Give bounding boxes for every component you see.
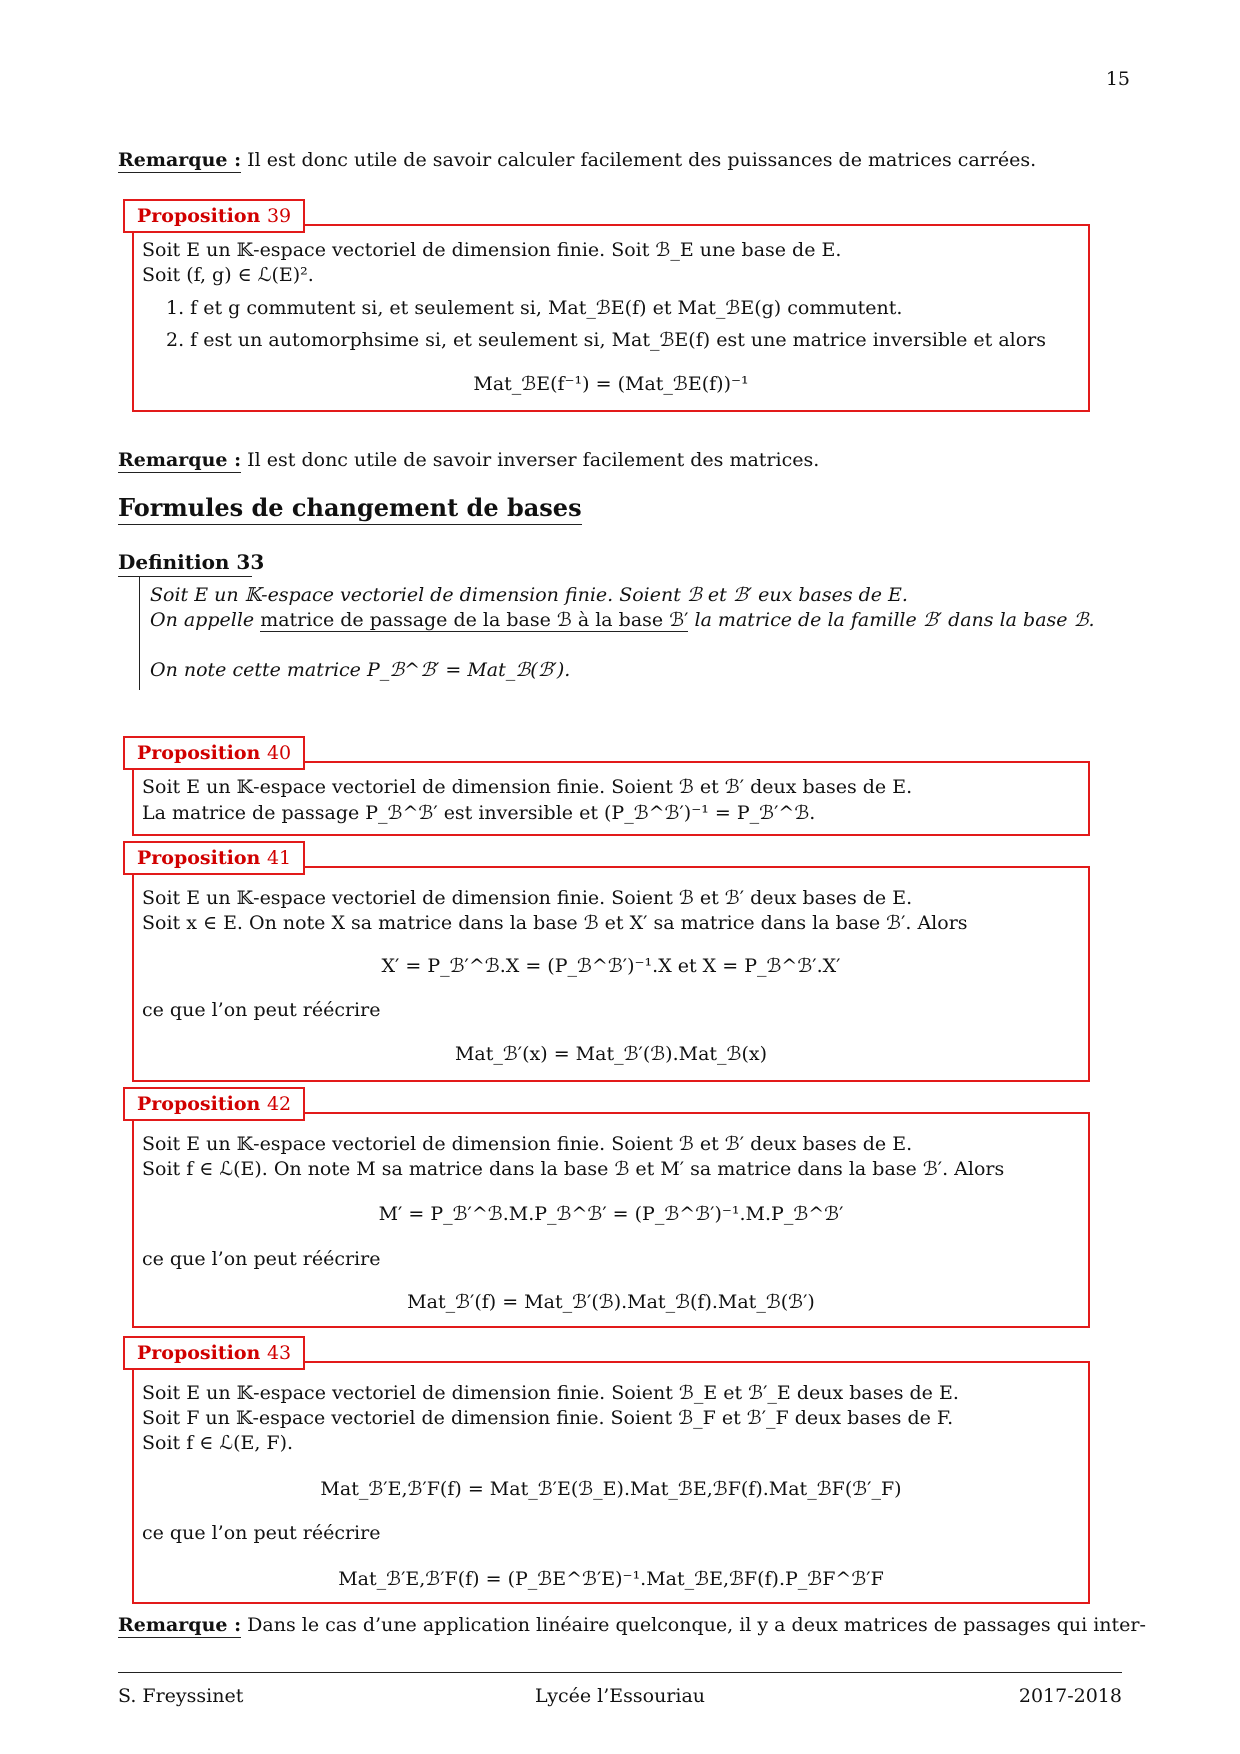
proposition-number: 40: [266, 742, 292, 764]
proposition-43-label: [123, 1336, 305, 1370]
proposition-39-label: [123, 199, 305, 233]
prop41-formula-2: Mat_ℬ′(x) = Mat_ℬ′(ℬ).Mat_ℬ(x): [454, 1043, 768, 1065]
proposition-42-label: [123, 1087, 305, 1121]
proposition-word: Proposition: [137, 205, 261, 227]
def33-line2-pre: On appelle: [150, 609, 261, 631]
proposition-word: Proposition: [137, 1093, 261, 1115]
prop39-item-1: 1. f et g commutent si, et seulement si, Mat_ℬE(f) et Mat_ℬE(g) commutent.: [166, 297, 903, 319]
prop40-line1: Soit E un 𝕂-espace vectoriel de dimension finie. Soient ℬ et ℬ′ deux bases de E.: [142, 776, 913, 798]
footer-author: S. Freyssinet: [118, 1685, 244, 1707]
remark-label: Remarque :: [118, 149, 242, 171]
prop42-line2: Soit f ∈ ℒ(E). On note M sa matrice dans la base ℬ et M′ sa matrice dans la base ℬ′. Alors: [142, 1158, 1005, 1180]
definition-33-title: Definition 33: [118, 550, 265, 574]
proposition-number: 41: [266, 847, 292, 869]
prop41-formula-1: X′ = P_ℬ′^ℬ.X = (P_ℬ^ℬ′)⁻¹.X et X = P_ℬ^ℬ′.X′: [381, 955, 841, 977]
remark-label: Remarque :: [118, 1614, 242, 1636]
section-title: Formules de changement de bases: [118, 493, 582, 525]
page-number: 15: [1105, 68, 1130, 90]
prop39-line2: Soit (f, g) ∈ ℒ(E)².: [142, 264, 314, 286]
proposition-number: 39: [266, 205, 292, 227]
def33-line1: Soit E un 𝕂-espace vectoriel de dimension finie. Soient ℬ et ℬ′ eux bases de E.: [150, 584, 908, 606]
remark-label: Remarque :: [118, 449, 242, 471]
footer-year: 2017-2018: [1018, 1685, 1122, 1707]
remark-2: [118, 448, 819, 473]
proposition-40-label: [123, 736, 305, 770]
prop42-line1: Soit E un 𝕂-espace vectoriel de dimension finie. Soient ℬ et ℬ′ deux bases de E.: [142, 1133, 913, 1155]
proposition-40-box: [132, 761, 1090, 836]
proposition-41-label: [123, 841, 305, 875]
prop43-formula-2: Mat_ℬ′E,ℬ′F(f) = (P_ℬE^ℬ′E)⁻¹.Mat_ℬE,ℬF(f).P_ℬF^ℬ′F: [338, 1568, 884, 1590]
remark-3: [118, 1613, 1146, 1638]
proposition-43-box: [132, 1361, 1090, 1604]
remark-text: Dans le cas d’une application linéaire quelconque, il y a deux matrices de passages qui inter-: [247, 1614, 1146, 1636]
footer-school: Lycée l’Essouriau: [534, 1685, 706, 1707]
def33-line2: [150, 608, 1095, 633]
prop41-line1: Soit E un 𝕂-espace vectoriel de dimension finie. Soient ℬ et ℬ′ deux bases de E.: [142, 887, 913, 909]
def33-line2-post: la matrice de la famille ℬ′ dans la base ℬ.: [688, 609, 1095, 631]
prop41-rewrite: ce que l’on peut réécrire: [142, 999, 381, 1021]
prop43-line3: Soit f ∈ ℒ(E, F).: [142, 1432, 294, 1454]
proposition-39-box: [132, 224, 1090, 412]
proposition-word: Proposition: [137, 1342, 261, 1364]
def33-line3: On note cette matrice P_ℬ^ℬ′ = Mat_ℬ(ℬ′).: [150, 659, 571, 681]
definition-left-rule: [139, 576, 140, 690]
prop39-item-2: 2. f est un automorphsime si, et seulement si, Mat_ℬE(f) est une matrice inversible et alors: [166, 329, 1047, 351]
prop39-line1: Soit E un 𝕂-espace vectoriel de dimension finie. Soit ℬ_E une base de E.: [142, 239, 842, 261]
proposition-41-box: [132, 866, 1090, 1082]
proposition-word: Proposition: [137, 742, 261, 764]
remark-text: Il est donc utile de savoir inverser facilement des matrices.: [247, 449, 820, 471]
prop43-rewrite: ce que l’on peut réécrire: [142, 1522, 381, 1544]
prop42-formula-1: M′ = P_ℬ′^ℬ.M.P_ℬ^ℬ′ = (P_ℬ^ℬ′)⁻¹.M.P_ℬ^ℬ′: [378, 1203, 844, 1225]
footer-rule: [118, 1672, 1122, 1673]
prop41-line2: Soit x ∈ E. On note X sa matrice dans la base ℬ et X′ sa matrice dans la base ℬ′. Alors: [142, 912, 968, 934]
prop43-line1: Soit E un 𝕂-espace vectoriel de dimension finie. Soient ℬ_E et ℬ′_E deux bases de E.: [142, 1382, 959, 1404]
def33-defined-term: matrice de passage de la base ℬ à la base ℬ′: [260, 609, 689, 631]
proposition-number: 42: [266, 1093, 292, 1115]
proposition-42-box: [132, 1112, 1090, 1328]
remark-1: [118, 148, 1036, 173]
proposition-number: 43: [266, 1342, 292, 1364]
prop42-formula-2: Mat_ℬ′(f) = Mat_ℬ′(ℬ).Mat_ℬ(f).Mat_ℬ(ℬ′): [407, 1291, 815, 1313]
prop39-formula: Mat_ℬE(f⁻¹) = (Mat_ℬE(f))⁻¹: [473, 373, 749, 395]
prop43-formula-1: Mat_ℬ′E,ℬ′F(f) = Mat_ℬ′E(ℬ_E).Mat_ℬE,ℬF(f).Mat_ℬF(ℬ′_F): [320, 1478, 902, 1500]
prop40-line2: La matrice de passage P_ℬ^ℬ′ est inversible et (P_ℬ^ℬ′)⁻¹ = P_ℬ′^ℬ.: [142, 802, 816, 824]
prop42-rewrite: ce que l’on peut réécrire: [142, 1248, 381, 1270]
proposition-word: Proposition: [137, 847, 261, 869]
remark-text: Il est donc utile de savoir calculer facilement des puissances de matrices carrées.: [247, 149, 1037, 171]
prop43-line2: Soit F un 𝕂-espace vectoriel de dimension finie. Soient ℬ_F et ℬ′_F deux bases de F.: [142, 1407, 954, 1429]
